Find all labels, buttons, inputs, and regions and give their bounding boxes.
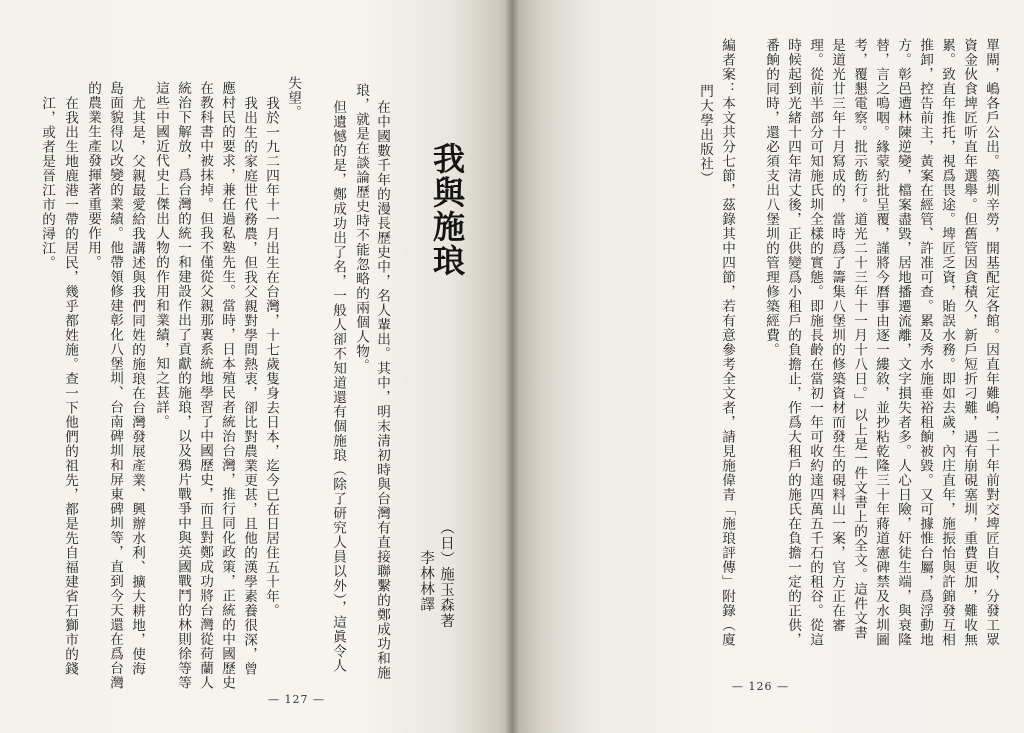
page-number: — 127 — (268, 693, 325, 706)
text-line: 我出生的家庭世代務農，但我父親對學問熱衷，卻比對農業更甚，且他的漢學素養很深，曾 (241, 96, 257, 676)
article-title: 我與施琅 (428, 142, 466, 278)
text-line: 江，或者是晉江市的潯江。 (39, 96, 55, 270)
text-line: 統治下解放，爲台灣的統一和建設作出了貢獻的施琅，以及鴉片戰爭中與英國戰鬥的林則徐等等 (175, 81, 191, 690)
text-line: 在我出生地鹿港一帶的居民，幾乎都姓施。查一下他們的祖先，都是先自福建省石獅市的錢 (62, 96, 78, 676)
text-line: 琅，就是在談論歷史時不能忽略的兩個人物。 (353, 83, 369, 373)
text-line: 尤其是，父親最愛給我講述與我們同姓的施琅在台灣發展產業、興辦水利、擴大耕地，使海 (129, 96, 145, 676)
page-number: — 126 — (732, 680, 789, 693)
text-line: 時候起到光緒十四年清丈後，正供變爲小租戶的負擔止，作爲大租戶的施氏在負擔一定的正供， (785, 38, 801, 647)
page-126 (512, 0, 1024, 733)
byline-translator: 李林林譯 (418, 550, 434, 612)
text-line: 累。致直年推托，視爲畏途。埤匠乏資，貽誤水務。即如去歲，內庄直年，施振怡與許錦發互相 (939, 38, 955, 647)
text-line: 在教科書中被抹掉。但我不僅從父親那裏系統地學習了中國歷史，而且對鄭成功將台灣從荷蘭人 (197, 81, 213, 690)
byline-author: （日）施玉森著 (438, 520, 454, 629)
text-line: 但遺憾的是，鄭成功出了名，一般人卻不知道還有個施琅（除了研究人員以外），這眞令人 (330, 100, 346, 674)
book-spine-shadow (505, 0, 519, 733)
text-line: 門大學出版社） (697, 55, 713, 186)
text-line: 單閘，嶋各戶公出。築圳辛勞，開基配定各館。因直年難嶋，二十年前對交埤匠自收，分發工眾 (983, 38, 999, 647)
text-line: 編者案：本文共分七節，茲錄其中四節，若有意參考全文者，請見施偉青「施琅評傳」附錄（廈 (719, 38, 735, 647)
text-line: 這些中國近代史上傑出人物的作用和業績，知之甚詳。 (153, 81, 169, 429)
text-line: 島面貌得以改變的業績。他帶領修建彰化八堡圳、台南碑圳和屏東碑圳等，直到今天還在爲台灣 (107, 81, 123, 690)
text-line: 我於一九二四年十一月出生在台灣，十七歲隻身去日本，迄今已在日居住五十年。 (263, 96, 279, 618)
text-line: 方。彰邑遭林陳逆變，檔案盡毀，居地播遷流離，文字損失者多。人心日險，奸徒生端，與衰隆 (895, 38, 911, 647)
text-line: 應村民的要求，兼任過私塾先生。當時，日本殖民者統治台灣，推行同化政策，正統的中國歷史 (219, 81, 235, 690)
text-line: 理。從前半部分可知施氏圳全樣的實態。即施長齡在當初一年可收約達四萬五千石的租谷。從這 (807, 38, 823, 647)
text-line: 替，言之嗚咽。緣蒙約批呈覆，謹將今曆事由逐一縷敘，並抄粘乾隆三十年蔣道憲碑禁及水圳圖 (873, 38, 889, 647)
text-line: 資金伙食埤匠听直年選舉。但舊管因貪積久，新戶短折刁難，遇有崩硯塞圳，重費更加，難收無 (961, 38, 977, 647)
text-line: 番餉的同時，還必須支出八堡圳的管理修築經費。 (763, 38, 779, 357)
text-line: 考，覆懇電察。批示飭行。道光二十三年十一月十八日。」以上是一件文書上的全文。這件文書 (851, 38, 867, 641)
text-line: 是道光廿三年十月寫成的，當時爲了籌集八堡圳的修築資材而發生的硯料山一案，官方正在審 (829, 38, 845, 633)
text-line: 失望。 (285, 76, 301, 120)
text-line: 的農業生產發揮著重要作用。 (85, 81, 101, 270)
text-line: 在中國數千年的漫長歷史中，名人輩出。其中，明末清初時與台灣有直接聯繫的鄭成功和施 (374, 100, 390, 680)
text-line: 推卸，控告前主，黃案在經管、許准可查。累及秀水施垂裕租餉被毀。又可據惟台屬，爲浮動地 (917, 38, 933, 647)
